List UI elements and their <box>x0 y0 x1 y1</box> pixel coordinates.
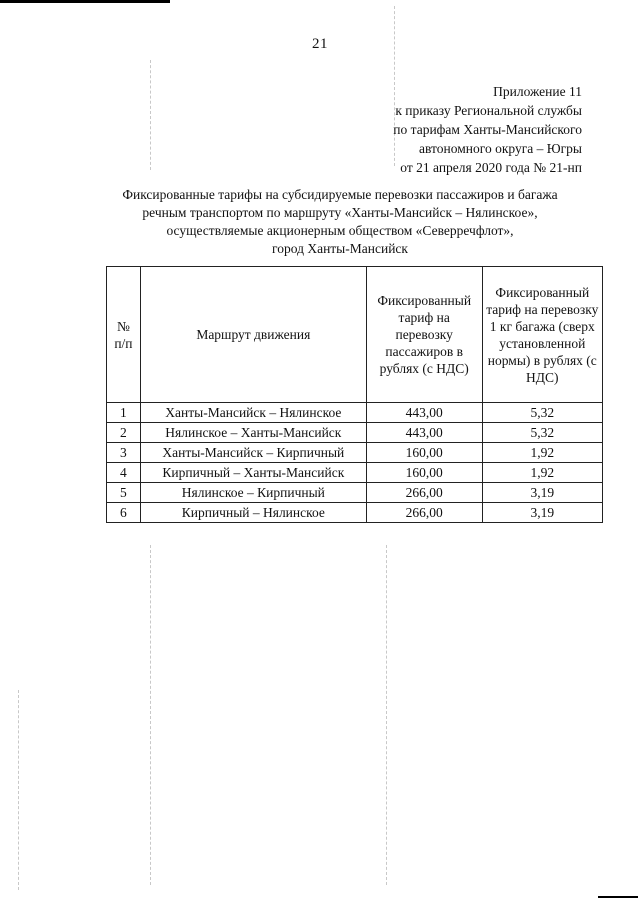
cell-num: 4 <box>107 463 141 483</box>
scan-fold-line <box>150 545 151 885</box>
cell-num: 1 <box>107 403 141 423</box>
cell-route: Кирпичный – Нялинское <box>140 503 366 523</box>
title-line: осуществляемые акционерным обществом «Северречфлот», <box>166 223 514 238</box>
cell-num: 5 <box>107 483 141 503</box>
table-header-row <box>107 267 603 403</box>
cell-passenger-tariff: 443,00 <box>366 423 482 443</box>
cell-route: Ханты-Мансийск – Кирпичный <box>140 443 366 463</box>
table-row <box>107 463 603 483</box>
cell-passenger-tariff: 266,00 <box>366 483 482 503</box>
appendix-block <box>393 82 582 177</box>
header-passenger-tariff: Фиксированный тариф на перевозку пассажиров в рублях (с НДС) <box>366 267 482 403</box>
title-line: город Ханты-Мансийск <box>272 241 408 256</box>
cell-route: Ханты-Мансийск – Нялинское <box>140 403 366 423</box>
table-row <box>107 503 603 523</box>
scan-fold-line <box>150 60 151 170</box>
cell-route: Нялинское – Ханты-Мансийск <box>140 423 366 443</box>
cell-num: 6 <box>107 503 141 523</box>
scan-edge-mark <box>0 0 170 3</box>
table-row <box>107 423 603 443</box>
cell-passenger-tariff: 266,00 <box>366 503 482 523</box>
cell-baggage-tariff: 1,92 <box>482 463 602 483</box>
cell-baggage-tariff: 3,19 <box>482 503 602 523</box>
cell-num: 2 <box>107 423 141 443</box>
cell-route: Кирпичный – Ханты-Мансийск <box>140 463 366 483</box>
appendix-line: от 21 апреля 2020 года № 21-нп <box>400 160 582 175</box>
cell-baggage-tariff: 5,32 <box>482 403 602 423</box>
scan-fold-line <box>386 545 387 885</box>
header-num: № п/п <box>107 267 141 403</box>
appendix-line: по тарифам Ханты-Мансийского <box>393 122 582 137</box>
appendix-line: Приложение 11 <box>493 84 582 99</box>
appendix-line: автономного округа – Югры <box>419 141 582 156</box>
cell-route: Нялинское – Кирпичный <box>140 483 366 503</box>
table-row <box>107 443 603 463</box>
cell-baggage-tariff: 5,32 <box>482 423 602 443</box>
cell-passenger-tariff: 160,00 <box>366 443 482 463</box>
table-row <box>107 483 603 503</box>
page-number: 21 <box>312 36 328 52</box>
cell-baggage-tariff: 1,92 <box>482 443 602 463</box>
scan-edge-mark <box>598 896 638 898</box>
title-line: речным транспортом по маршруту «Ханты-Мансийск – Нялинское», <box>142 205 538 220</box>
cell-passenger-tariff: 160,00 <box>366 463 482 483</box>
cell-num: 3 <box>107 443 141 463</box>
appendix-line: к приказу Региональной службы <box>395 103 582 118</box>
title-line: Фиксированные тарифы на субсидируемые перевозки пассажиров и багажа <box>122 187 558 202</box>
header-route: Маршрут движения <box>140 267 366 403</box>
scan-fold-line <box>18 690 19 890</box>
table-row <box>107 403 603 423</box>
tariff-table <box>106 266 603 523</box>
cell-baggage-tariff: 3,19 <box>482 483 602 503</box>
cell-passenger-tariff: 443,00 <box>366 403 482 423</box>
header-baggage-tariff: Фиксированный тариф на перевозку 1 кг багажа (сверх установленной нормы) в рублях (с НДС) <box>482 267 602 403</box>
document-title <box>60 186 620 258</box>
